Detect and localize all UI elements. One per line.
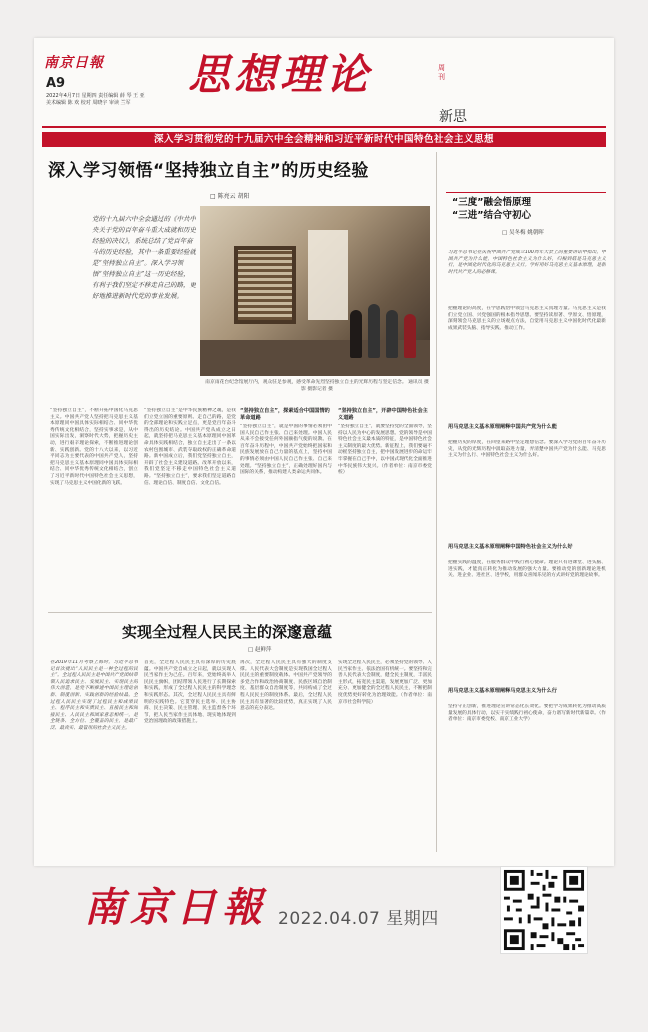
footer-logo: 南京日報	[84, 884, 268, 931]
qr-code-icon[interactable]	[500, 866, 588, 954]
footer-date: 2022.04.07 星期四	[278, 909, 439, 929]
article-separator	[48, 612, 432, 613]
article3-subhead-1: 用马克思主义基本原理阐释中国共产党为什么能	[448, 424, 557, 430]
article3-headline-line1: “三度”融会悟原理	[452, 197, 531, 208]
photo-visitor	[404, 314, 416, 358]
article2-column-2: 首先，全过程人民民主具有深厚的历史底蕴。中国共产党自成立之日起，就以实现人民当家作主为己任。百年来，党始终高举人民民主旗帜，团结带领人民进行了长期探索和实践，形成了全过程人民民主的科学理念和实践形态。其次，全过程人民民主具有鲜明的实践特色。它贯穿民主选举、民主协商、民主决策、民主管理、民主监督各个环节，把人民当家作主具体地、现实地体现到党治国理政的政策措施上。	[144, 660, 236, 725]
article1-lead: 党的十九届六中全会通过的《中共中央关于党的百年奋斗重大成就和历史经验的决议》，系统总结了党百年奋斗的历史经验，其中一条重要经验就是“坚持独立自主”。深入学习领悟“坚持独立自主”这一历史经验，有利于我们坚定不移走自己的路，更好地推进新时代党的事业发展。	[92, 215, 196, 300]
photo-visitor	[350, 310, 362, 358]
newspaper-page	[34, 38, 614, 866]
article3-body-3: 把握实践的温度，在服务群众中践行初心使命。理论只有进课堂、进头脑、进实践，才能真正转化为推动发展的强大力量。要推动党的创新理论进机关、进企业、进社区、进学校，用群众喜闻乐见的方式讲好党的理论故事。	[448, 560, 606, 579]
article3-body-4: 坚持守正创新，推进理论宣讲常态化长效化。要把学习成果转化为推动高质量发展的具体行动，以实干实绩践行初心使命，奋力谱写新时代新篇章。（作者单位：南京市委党校、南京工业大学）	[448, 704, 606, 723]
article1-column-3: “坚持独立自主”，就是中国的事情必须由中国人民自己作主张、自己来处理。中国人民从来不会接受任何外国颐指气使的说教。在百年奋斗历程中，中国共产党始终把国家和民族发展放在自己力量的基点上，坚持中国的事情必须由中国人民自己作主张、自己来处理。“坚持独立自主”，正确处理好国内与国际的关系，推动构建人类命运共同体。	[240, 424, 332, 476]
article2-column-1: 在2019年11月考察上海时，习近平总书记首次提出“人民民主是一种全过程的民主”。全过程人民民主是中国共产党团结带领人民追求民主、发展民主、实现民主的伟大创造，是党不断推进中国民主理论创新、制度创新、实践创新的经验结晶。全过程人民民主实现了过程民主和成果民主、程序民主和实质民主、直接民主和间接民主、人民民主和国家意志相统一，是全链条、全方位、全覆盖的民主，是最广泛、最真实、最管用的社会主义民主。	[50, 660, 138, 731]
article1-headline[interactable]: 深入学习领悟“坚持独立自主”的历史经验	[48, 161, 369, 181]
article2-column-3: 再次，全过程人民民主具有强大的制度支撑。人民代表大会制度是实现我国全过程人民民主的重要制度载体。中国共产党领导的多党合作和政治协商制度、民族区域自治制度、基层群众自治制度等，共同构成了全过程人民民主的制度体系。最后，全过程人民民主具有显著的比较优势，真正实现了人民意志的充分表达。	[240, 660, 332, 712]
topic-banner: 深入学习贯彻党的十九届六中全会精神和习近平新时代中国特色社会主义思想	[42, 132, 606, 147]
column-name: 新思	[439, 109, 467, 125]
masthead	[34, 38, 614, 132]
article2-headline[interactable]: 实现全过程人民民主的深邃意蕴	[122, 623, 333, 641]
photo-caption: 南京雨花台纪念馆展厅内，观众驻足参观，感受革命先烈坚持独立自主的光辉历程与坚定信念。 通讯员 摄影 摄影记者 摄	[205, 380, 429, 392]
article3-subhead-2: 用马克思主义基本原理阐释中国特色社会主义为什么好	[448, 544, 573, 550]
photo-lattice-window	[234, 246, 296, 324]
article1-column-4: “坚持独立自主”，就要坚持党的全面领导，坚持以人民为中心的发展思想。党的领导是中国特色社会主义最本质的特征，是中国特色社会主义制度的最大优势。新征程上，我们要毫不动摇坚持独立自主，把中国发展进步的命运牢牢掌握在自己手中，以中国式现代化全面推进中华民族伟大复兴。（作者单位：南京市委党校）	[338, 424, 432, 476]
article3-byline: □ 吴冬梅 姚朝晖	[502, 230, 544, 236]
masthead-rule	[42, 126, 606, 128]
section-title: 思想理论	[188, 50, 373, 99]
article1-column-2: “坚持独立自主”是中华民族精神之魂，是我们立党立国的重要原则。走自己的路，是党的全部理论和实践立足点，更是党百年奋斗得出的历史结论。中国共产党从成立之日起，就坚持把马克思主义基本原理同中国革命具体实践相结合，独立自主走出了一条以农村包围城市、武装夺取政权的正确革命道路。新中国成立后，我们党坚持独立自主，开辟了社会主义建设道路。改革开放以来，我们党坚定不移走中国特色社会主义道路。“坚持独立自主”，要求我们坚定道路自信、理论自信、制度自信、文化自信。	[144, 408, 236, 486]
article1-column-1: “坚持独立自主”，不断开拓中国化马克思主义。中国共产党人坚持把马克思主义基本原理同中国具体实际相结合、同中华优秀传统文化相结合，坚持实事求是，从中国实际出发，洞察时代大势，把握历史主动，进行艰辛理论探索，不断推进理论创新、实践创新。党的十八大以来，以习近平同志为主要代表的中国共产党人，坚持把马克思主义基本原理同中国具体实际相结合、同中华优秀传统文化相结合，创立了习近平新时代中国特色社会主义思想，实现了马克思主义中国化新的飞跃。	[50, 408, 138, 486]
article3-subhead-3: 用马克思主义基本原理阐释马克思主义为什么行	[448, 688, 557, 694]
article2-column-4: 实现全过程人民民主，必须坚持党的领导、人民当家作主、依法治国有机统一。要坚持和完善人民代表大会制度，健全民主制度，丰富民主形式，拓宽民主渠道，发展更加广泛、更加充分、更加健全的全过程人民民主，不断把制度优势更好转化为治理效能。（作者单位：南京市社会科学院）	[338, 660, 432, 705]
article3-headline[interactable]	[452, 196, 531, 222]
article1-subhead-2: “坚持独立自主”，开辟中国特色社会主义道路	[338, 408, 428, 421]
right-column-rule	[446, 192, 606, 193]
article3-body-1: 把握理论的高度，在学思践悟中领会马克思主义真理力量。马克思主义是我们立党立国、兴党强国的根本指导思想。要坚持读原著、学原文、悟原理，深刻领会马克思主义的立场观点方法，自觉用马克思主义中国化时代化最新成果武装头脑、指导实践、推动工作。	[448, 306, 606, 331]
article1-subhead-1: “坚持独立自主”，探索适合中国国情的革命道路	[240, 408, 330, 421]
page-number: A9	[46, 76, 66, 91]
qr-code-graphic	[501, 867, 587, 953]
weekly-badge: 周刊	[438, 64, 445, 81]
photo-visitor	[386, 310, 398, 358]
article3-headline-line2: “三进”结合守初心	[452, 210, 531, 221]
masthead-logo: 南京日報	[44, 55, 104, 71]
article1-photo[interactable]	[200, 206, 430, 376]
article1-byline: □ 陈亮云 胡阳	[210, 193, 250, 200]
article3-body-2: 把握历史的厚度，在回望来路中坚定理想信念。要深入学习党的百年奋斗历史，从党的光辉历程中汲取奋进力量，弄清楚中国共产党为什么能、马克思主义为什么行、中国特色社会主义为什么好。	[448, 440, 606, 459]
article2-byline: □ 赵鲜萍	[248, 647, 272, 653]
article3-lead: 习近平总书记在庆祝中国共产党成立100周年大会上的重要讲话中指出，中国共产党为什么能，中国特色社会主义为什么好，归根到底是马克思主义行，是中国化时代化的马克思主义行。学好用好马克思主义基本原理，是新时代共产党人的必修课。	[448, 250, 606, 275]
photo-display-panel	[308, 230, 348, 320]
photo-visitor	[368, 304, 380, 358]
edition-meta: 2022年4月7日 星期四 责任编辑 薛 琴 王 亚 美术编辑 陈 欢 校对 周晓宇 审读 兰军	[46, 93, 145, 106]
column-divider	[436, 152, 437, 852]
